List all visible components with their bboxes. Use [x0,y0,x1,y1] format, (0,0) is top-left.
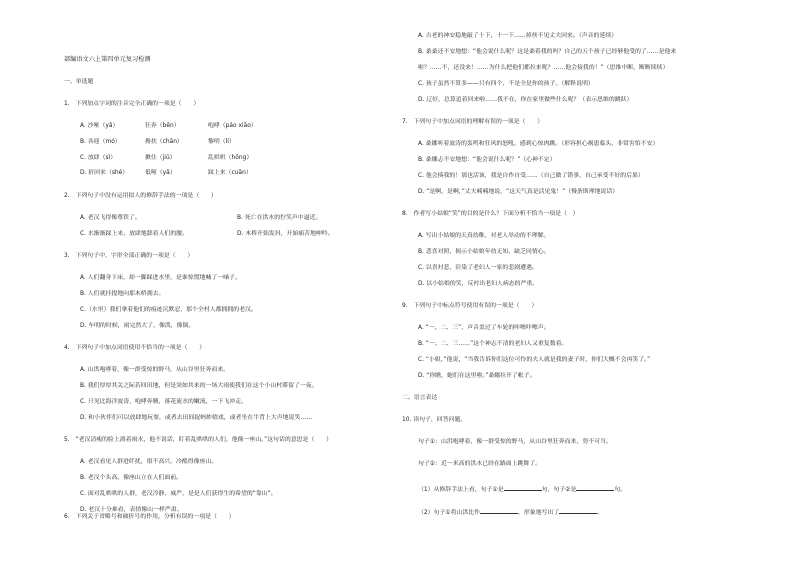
q10-part-1-b: 句，句子②是 [541,487,577,493]
q5-option-c: C. 面对乱哄哄的人群，老汉冷静、威严，是是人们获得生的希望的“靠山”。 [80,491,277,497]
q10-blank-4[interactable] [559,507,597,514]
q10-blank-1[interactable] [504,484,542,491]
q1-option-c-1: C. 放肆（sì） [80,155,117,161]
q1-option-a-2: 狂奔（bēn） [145,123,180,129]
q1-option-b-2: 搀扶（chān） [145,139,183,145]
q5-option-b: B. 老汉个头高，像座山立在人们面前。 [80,475,183,481]
question-2-stem: 2. 下列句子中没有运用拟人的修辞手法的一项是（ ） [64,193,217,199]
q1-option-b-1: B. 各迎（mó） [80,139,121,145]
right-column [397,0,794,562]
question-5-stem: 5. “老汉清瘦的脸上淌着雨水，他不说话，盯着乱哄哄的人们，他像一座山。”这句话的意思是（ ） [64,437,332,443]
q6-option-c: C. 孩子虽然不算多——只有四个，不是全是你的孩子。（解释说明） [418,81,594,87]
q1-option-d-2: 低哑（yǎ） [145,170,176,176]
q10-blank-3[interactable] [480,507,518,514]
question-9-stem: 9. 下列句子中标点符号使用有误的一项是（ ） [402,303,538,309]
q10-part-2 [418,507,603,517]
q9-option-d: D. “你瞧，她们在这里啦。”桑娜拉开了帐子。 [418,373,536,379]
q1-option-d-3: 踩上来（cuān） [208,170,252,176]
q8-option-c: C. 以喜衬悲，渲染了老妇人一家的悲剧遭遇。 [418,265,538,271]
q8-option-d: D. 以小姑娘的笑，反衬出老妇人病态的严重。 [418,281,539,287]
q4-option-c: C. 只见比海洋波涛，咆哮奔腾，落花流水的嫩流，一下飞冲走。 [80,399,247,405]
q2-option-b: B. 死亡在洪水的狞笑声中逼近。 [237,215,322,221]
section-heading-1: 一、单选题 [64,79,94,85]
q10-part-2-b: ，形象地写出了 [518,510,560,516]
q7-option-b: B. 桑娜忐不安地想：“他会说什么呢？”（心神不定） [418,157,556,163]
question-1-stem: 1. 下列加点字词的注音完全正确的一项是（ ） [64,101,200,107]
q4-option-d: D. 和小伙伴们可以放肆地玩耍，或者去田间捉蚂蚱嬉戏，或者坐在牛背上大声地说笑…… [80,415,313,421]
section-heading-2: 二、语言表达 [402,395,438,401]
question-10-stem: 10. 读句子，回答问题。 [402,417,467,423]
q9-option-b: B. “一、二、三……”这个神志不清的老妇人又重复数着。 [418,341,568,347]
q3-option-b: B. 人们就挂提地向那木桥拥去。 [80,291,165,297]
q5-option-a: A. 老汉看见人群进纤扰，很不高兴，冷酷得像座山。 [80,459,218,465]
question-7-stem: 7. 下列句子中加点词语的理解有误的一项是（ ） [402,119,544,125]
q3-option-c: C.（水里）我们拿着他们的痕迹沉默忍，那个全村人都拥拥的老汉。 [80,307,257,313]
question-4-stem: 4. 下列句子中加点词语使用不恰当的一项是（ ） [64,345,206,351]
q1-option-c-3: 乱哄哄（hōng） [208,155,253,161]
q10-sentence-1: 句子①：山洪咆哮着，像一群受惊的野马，从山谷里狂奔而来，势不可当。 [418,439,612,445]
q2-option-c: C. 水渐渐踩上来，放肆地舔着人们的腰。 [80,231,188,237]
q7-option-c: C. 他会揍我的！那也活该，我是自作自受……（自己做了错事，自己承受不好的后果） [418,173,644,179]
q10-blank-2[interactable] [576,484,614,491]
q3-option-d: D. 车明的时候，雨完然大了，像泼，像倒。 [80,323,195,329]
q1-option-c-2: 揪住（jiū） [145,155,176,161]
q8-option-a: A. 写出小姑娘的天真幼稚，对老人举动的不理解。 [418,233,550,239]
q8-option-b: B. 悲喜对照，揭示小姑娘年幼无知，缺乏同情心。 [418,249,550,255]
q10-part-1-a: （1）从修辞手法上看，句子①是 [418,487,504,493]
q7-option-d: D. “是啊，是啊，”丈夫喃喃地说，“这天气真是活见鬼！”（慢条斯理地说话） [418,189,619,195]
q4-option-a: A. 山洪咆哮着，像一群受惊的野马，从山谷里狂奔而来。 [80,367,230,373]
q2-option-a: A. 老汉飞得像尊铁了。 [80,215,141,221]
q6-option-a: A. 吉老的神安稳地敲了十下，十一下……掉丝不见丈夫回来。（声音的延续） [418,33,618,39]
q1-option-d-1: D. 折回来（shé） [80,170,129,176]
q9-option-c: C. “小姐，”他说，“当我告诉你们这位可怜的夫人就是我的妻子时，你们大概不会再笑了。” [418,357,651,363]
q10-part-2-a: （2）句子①将山洪比作 [418,510,481,516]
q1-option-a-3: 咆哮（páo xiāo） [208,123,257,129]
question-6-stem: 6. 下列关于省略号和破折号的作用，分析有误的一项是（ ） [64,514,235,520]
q10-sentence-2: 句子②：近一米高的洪水已经在路面上跳舞了。 [418,461,542,467]
q9-option-a: A. “一、二、三”，声音盖过了车轮的咔嚓咔嚓声。 [418,325,550,331]
q7-option-a: A. 桑娜听着波涛的轰鸣和狂风的怒吼，感到心惊肉跳。（形容担心祸患临头，非常害怕不安） [418,141,659,147]
q1-option-a-1: A. 沙哑（yǎ） [80,123,119,129]
q10-part-1-c: 句。 [614,487,627,493]
q6-option-d: D. 辽好，总算追着回来啦……我不在，你在家里做些什么呢？（表示思维的跳跃） [418,97,633,103]
page-title: 部编语文六上第四单元复习检测 [64,56,151,63]
q10-part-2-c: 。 [597,510,604,516]
q6-option-b-line1: B. 桑桑还不安地想：“他会说什么呢？这是桑着我的吗？自己的五个孩子已经够他受的了……是他来 [418,49,677,55]
question-8-stem: 8. 作者写小姑娘“笑”的目的是什么？下面分析不恰当一项是（ ） [402,211,579,217]
q4-option-b: B. 我们厚厚其关之际若回田地，但是突如其来的一场大雨使我们在这个小山村滞留了一夜。 [80,383,318,389]
q5-option-d: D. 老汉十分难看，表情像山一样严肃。 [80,507,183,513]
q10-part-1 [418,484,626,494]
q2-option-d: D. 木桥开始发抖，开始痛苦地呻吟。 [237,231,334,237]
q3-option-a: A. 人们翻身下床，却一脚踩进水里，是谁惊慌地喊了一嗓子。 [80,275,241,281]
question-3-stem: 3. 下列句子中，字形全部正确的一项是（ ） [64,253,194,259]
q6-option-b-line2: 啦？……不，还没来！……为什么把他们都拉来呢？……他会接我的！”（思维中断，断断续续） [418,65,669,71]
q1-option-b-3: 黎明（lí） [208,139,235,145]
